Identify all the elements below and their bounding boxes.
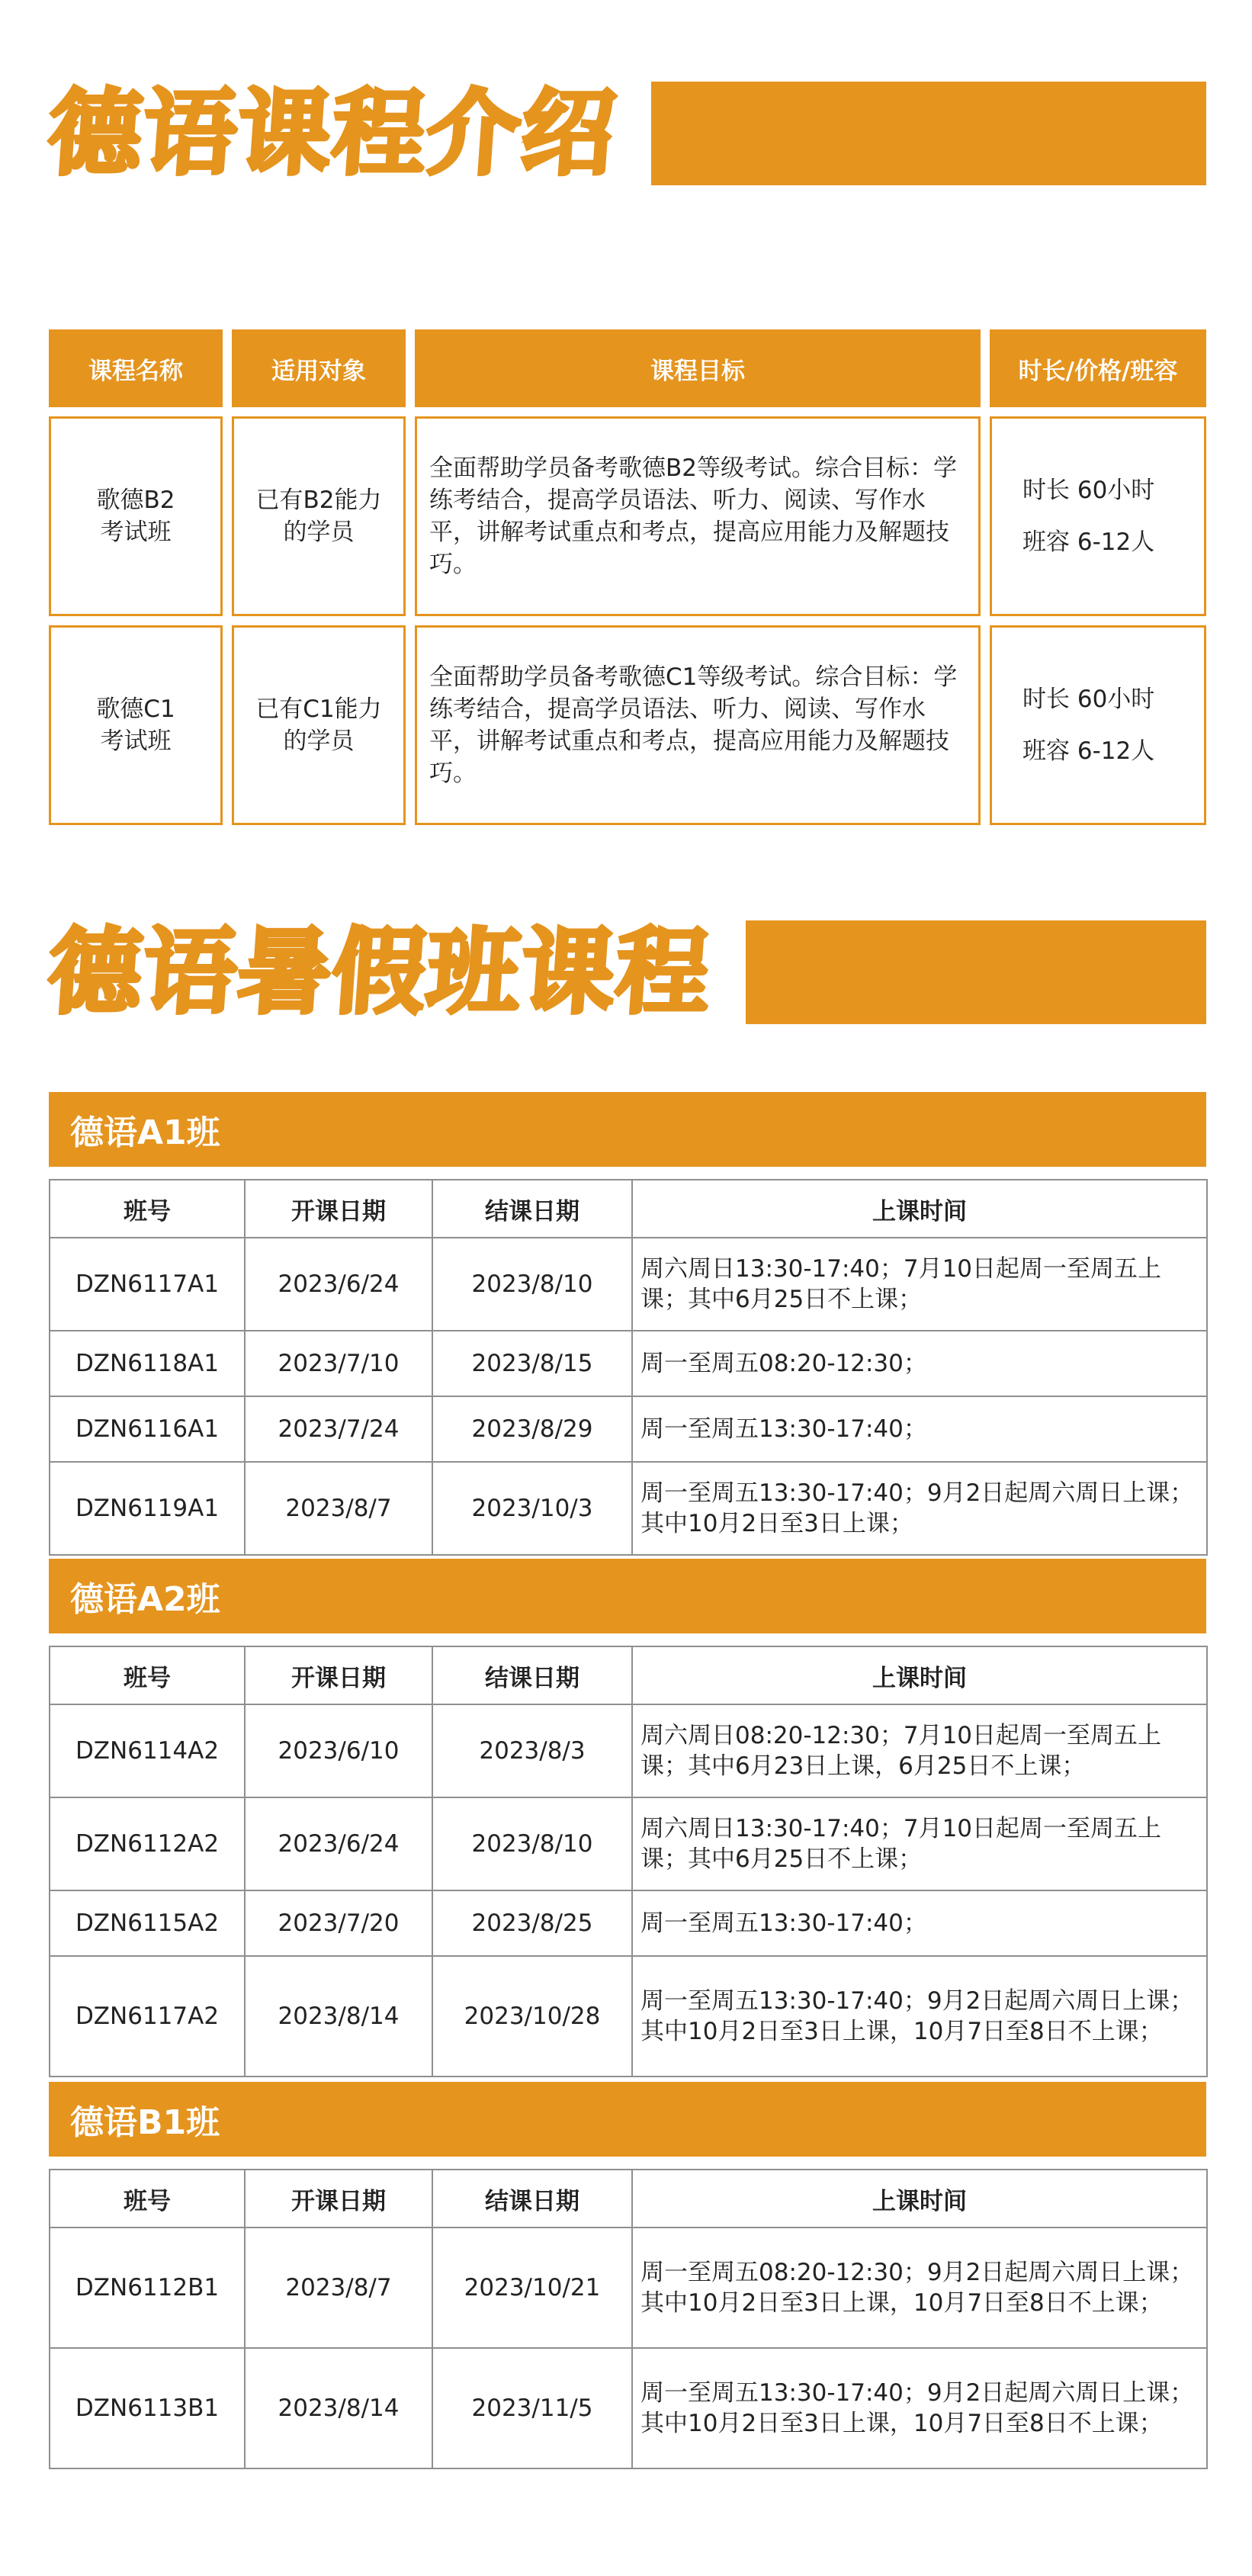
course-duration-cell xyxy=(990,416,1206,616)
course-target-cell xyxy=(232,416,406,616)
course-target-line: 已有B2能力 xyxy=(255,487,382,514)
col-header-end-date: 结课日期 xyxy=(432,1180,632,1238)
class-block-a2 xyxy=(49,1559,1206,2077)
intro-row-c1 xyxy=(49,625,1206,825)
table-row xyxy=(50,2348,1207,2468)
class-id: DZN6115A2 xyxy=(50,1890,245,1956)
start-date: 2023/8/7 xyxy=(245,1462,432,1555)
intro-title-text: 德语课程介绍 xyxy=(45,79,620,188)
end-date: 2023/10/28 xyxy=(432,1956,632,2077)
course-intro-table xyxy=(40,320,1215,834)
class-header: 德语B1班 xyxy=(49,2082,1206,2157)
col-header-class-id: 班号 xyxy=(50,1180,245,1238)
class-block-a1 xyxy=(49,1092,1206,1556)
class-time: 周六周日13:30-17:40；7月10日起周一至周五上课；其中6月25日不上课； xyxy=(632,1797,1207,1890)
intro-section-title xyxy=(45,76,1206,191)
end-date: 2023/11/5 xyxy=(432,2348,632,2468)
table-row xyxy=(50,1331,1207,1396)
start-date: 2023/7/10 xyxy=(245,1331,432,1396)
end-date: 2023/10/21 xyxy=(432,2228,632,2348)
col-header-time: 上课时间 xyxy=(632,1180,1207,1238)
table-row xyxy=(50,1462,1207,1555)
schedule-table xyxy=(49,1646,1208,2077)
class-block-b1 xyxy=(49,2082,1206,2469)
col-header-class-id: 班号 xyxy=(50,1646,245,1704)
intro-title-bar xyxy=(651,82,1206,185)
course-name-line: 考试班 xyxy=(100,519,172,546)
table-row xyxy=(50,1704,1207,1797)
start-date: 2023/7/20 xyxy=(245,1890,432,1956)
course-name-cell xyxy=(49,625,223,825)
end-date: 2023/10/3 xyxy=(432,1462,632,1555)
start-date: 2023/6/24 xyxy=(245,1797,432,1890)
class-time: 周一至周五08:20-12:30；9月2日起周六周日上课；其中10月2日至3日上课，10月7日至8日不上课； xyxy=(632,2228,1207,2348)
schedule-header-row xyxy=(50,1180,1207,1238)
start-date: 2023/6/24 xyxy=(245,1238,432,1331)
course-duration: 时长 60小时 xyxy=(1022,477,1155,504)
col-header-start-date: 开课日期 xyxy=(245,1180,432,1238)
course-goal-cell: 全面帮助学员备考歌德C1等级考试。综合目标：学练考结合，提高学员语法、听力、阅读、写作水平，讲解考试重点和考点，提高应用能力及解题技巧。 xyxy=(415,625,981,825)
class-time: 周六周日13:30-17:40；7月10日起周一至周五上课；其中6月25日不上课； xyxy=(632,1238,1207,1331)
summer-title-text: 德语暑假班课程 xyxy=(45,918,714,1026)
summer-title-bar xyxy=(746,920,1206,1024)
course-target-line: 已有C1能力 xyxy=(255,695,382,723)
end-date: 2023/8/10 xyxy=(432,1797,632,1890)
table-row xyxy=(50,1797,1207,1890)
start-date: 2023/8/7 xyxy=(245,2228,432,2348)
course-name-line: 歌德C1 xyxy=(96,695,175,723)
course-target-cell xyxy=(232,625,406,825)
intro-row-b2 xyxy=(49,416,1206,616)
class-time: 周一至周五13:30-17:40； xyxy=(632,1396,1207,1462)
end-date: 2023/8/10 xyxy=(432,1238,632,1331)
end-date: 2023/8/15 xyxy=(432,1331,632,1396)
schedule-header-row xyxy=(50,1646,1207,1704)
start-date: 2023/6/10 xyxy=(245,1704,432,1797)
col-header-end-date: 结课日期 xyxy=(432,1646,632,1704)
col-header-end-date: 结课日期 xyxy=(432,2170,632,2228)
class-time: 周一至周五13:30-17:40； xyxy=(632,1890,1207,1956)
table-row xyxy=(50,1396,1207,1462)
col-header-class-id: 班号 xyxy=(50,2170,245,2228)
col-header-start-date: 开课日期 xyxy=(245,1646,432,1704)
class-header: 德语A1班 xyxy=(49,1092,1206,1167)
start-date: 2023/8/14 xyxy=(245,1956,432,2077)
summer-section-title xyxy=(45,915,1206,1029)
class-id: DZN6117A2 xyxy=(50,1956,245,2077)
course-name-line: 歌德B2 xyxy=(96,487,175,514)
class-id: DZN6113B1 xyxy=(50,2348,245,2468)
table-row xyxy=(50,2228,1207,2348)
table-row xyxy=(50,1956,1207,2077)
class-time: 周一至周五13:30-17:40；9月2日起周六周日上课；其中10月2日至3日上课； xyxy=(632,1462,1207,1555)
course-name-cell xyxy=(49,416,223,616)
start-date: 2023/7/24 xyxy=(245,1396,432,1462)
class-id: DZN6116A1 xyxy=(50,1396,245,1462)
class-id: DZN6119A1 xyxy=(50,1462,245,1555)
course-name-line: 考试班 xyxy=(100,728,172,755)
end-date: 2023/8/29 xyxy=(432,1396,632,1462)
class-id: DZN6118A1 xyxy=(50,1331,245,1396)
course-capacity: 班容 6-12人 xyxy=(1022,737,1155,765)
col-header-time: 上课时间 xyxy=(632,2170,1207,2228)
intro-header-duration: 时长/价格/班容 xyxy=(990,329,1206,407)
class-id: DZN6112B1 xyxy=(50,2228,245,2348)
course-target-line: 的学员 xyxy=(283,519,355,546)
col-header-time: 上课时间 xyxy=(632,1646,1207,1704)
intro-header-target: 适用对象 xyxy=(232,329,406,407)
start-date: 2023/8/14 xyxy=(245,2348,432,2468)
class-id: DZN6112A2 xyxy=(50,1797,245,1890)
class-id: DZN6114A2 xyxy=(50,1704,245,1797)
course-duration: 时长 60小时 xyxy=(1022,686,1155,713)
course-capacity: 班容 6-12人 xyxy=(1022,528,1155,556)
table-row xyxy=(50,1238,1207,1331)
intro-header-goal: 课程目标 xyxy=(415,329,981,407)
col-header-start-date: 开课日期 xyxy=(245,2170,432,2228)
class-time: 周一至周五13:30-17:40；9月2日起周六周日上课；其中10月2日至3日上课，10月7日至8日不上课； xyxy=(632,2348,1207,2468)
table-row xyxy=(50,1890,1207,1956)
intro-header-course-name: 课程名称 xyxy=(49,329,223,407)
class-time: 周六周日08:20-12:30；7月10日起周一至周五上课；其中6月23日上课，6月25日不上课； xyxy=(632,1704,1207,1797)
end-date: 2023/8/3 xyxy=(432,1704,632,1797)
class-time: 周一至周五08:20-12:30； xyxy=(632,1331,1207,1396)
class-id: DZN6117A1 xyxy=(50,1238,245,1331)
end-date: 2023/8/25 xyxy=(432,1890,632,1956)
intro-header-row xyxy=(49,329,1206,407)
class-header: 德语A2班 xyxy=(49,1559,1206,1633)
course-target-line: 的学员 xyxy=(283,728,355,755)
class-time: 周一至周五13:30-17:40；9月2日起周六周日上课；其中10月2日至3日上课，10月7日至8日不上课； xyxy=(632,1956,1207,2077)
schedule-table xyxy=(49,2169,1208,2469)
schedule-table xyxy=(49,1179,1208,1556)
course-duration-cell xyxy=(990,625,1206,825)
schedule-header-row xyxy=(50,2170,1207,2228)
course-goal-cell: 全面帮助学员备考歌德B2等级考试。综合目标：学练考结合，提高学员语法、听力、阅读、写作水平，讲解考试重点和考点，提高应用能力及解题技巧。 xyxy=(415,416,981,616)
